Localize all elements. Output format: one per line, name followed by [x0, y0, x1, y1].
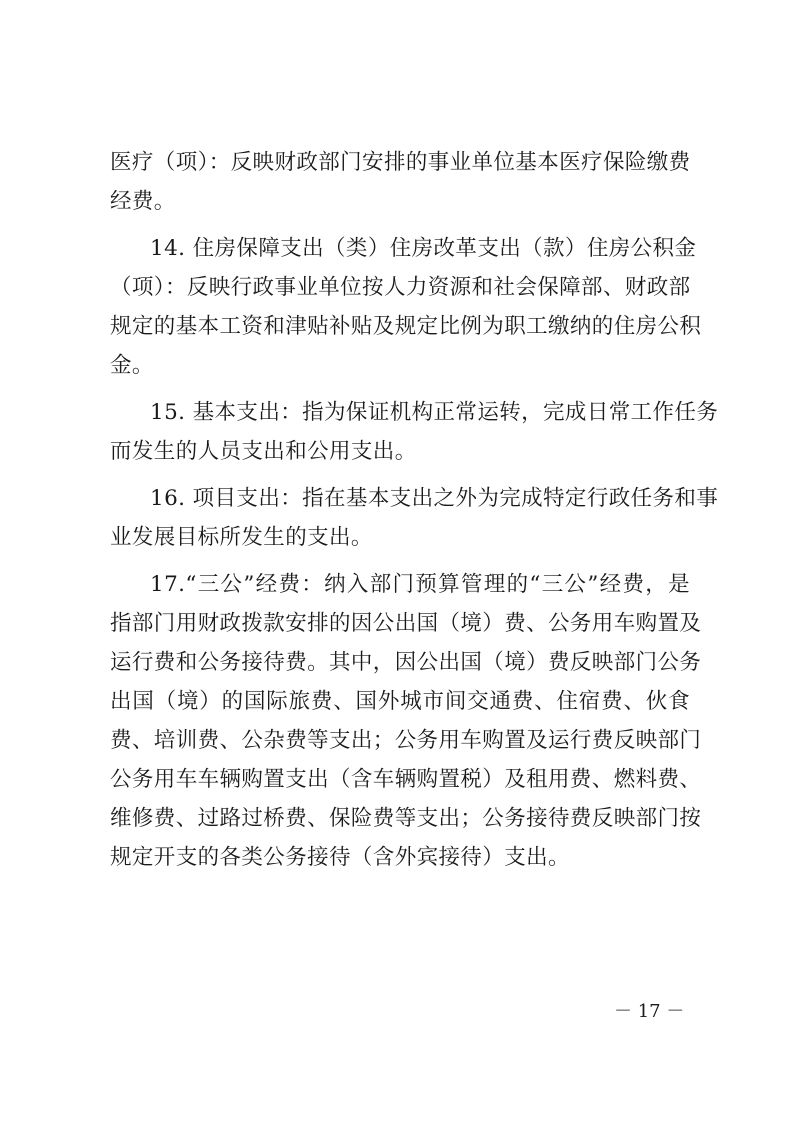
text-line: 金。: [110, 353, 154, 378]
paragraph-15-basic-expenditure: [110, 393, 719, 471]
text-line: （项）：反映行政事业单位按人力资源和社会保障部、财政部: [110, 275, 691, 300]
text-line: 15. 基本支出：指为保证机构正常运转，完成日常工作任务: [150, 400, 719, 425]
text-line: 指部门用财政拨款安排的因公出国（境）费、公务用车购置及: [110, 611, 702, 636]
text-line: 医疗（项）：反映财政部门安排的事业单位基本医疗保险缴费: [110, 150, 691, 175]
text-line: 16. 项目支出：指在基本支出之外为完成特定行政任务和事: [150, 486, 719, 511]
paragraph-14-housing-fund: [110, 229, 702, 385]
text-line: 公务用车车辆购置支出（含车辆购置税）及租用费、燃料费、: [110, 767, 702, 792]
text-line: 维修费、过路过桥费、保险费等支出；公务接待费反映部门按: [110, 806, 702, 831]
text-line: 而发生的人员支出和公用支出。: [110, 439, 417, 464]
text-line: 业发展目标所发生的支出。: [110, 525, 373, 550]
text-line: 14. 住房保障支出（类）住房改革支出（款）住房公积金: [150, 236, 697, 261]
text-line: 运行费和公务接待费。其中，因公出国（境）费反映部门公务: [110, 650, 702, 675]
paragraph-16-project-expenditure: [110, 479, 719, 557]
paragraph-17-three-public-expenses: [110, 565, 702, 877]
paragraph-medical-continuation: [110, 143, 690, 221]
text-line: 规定的基本工资和津贴补贴及规定比例为职工缴纳的住房公积: [110, 314, 702, 339]
text-line: 费、培训费、公杂费等支出；公务用车购置及运行费反映部门: [110, 728, 702, 753]
text-line: 出国（境）的国际旅费、国外城市间交通费、住宿费、伙食: [110, 689, 690, 714]
text-line: 规定开支的各类公务接待（含外宾接待）支出。: [110, 845, 570, 870]
text-line: 17.“三公”经费：纳入部门预算管理的“三公”经费，是: [150, 572, 690, 597]
document-body: [110, 143, 719, 877]
page-number-text: － 17 －: [614, 1001, 685, 1022]
text-line: 经费。: [110, 189, 176, 214]
